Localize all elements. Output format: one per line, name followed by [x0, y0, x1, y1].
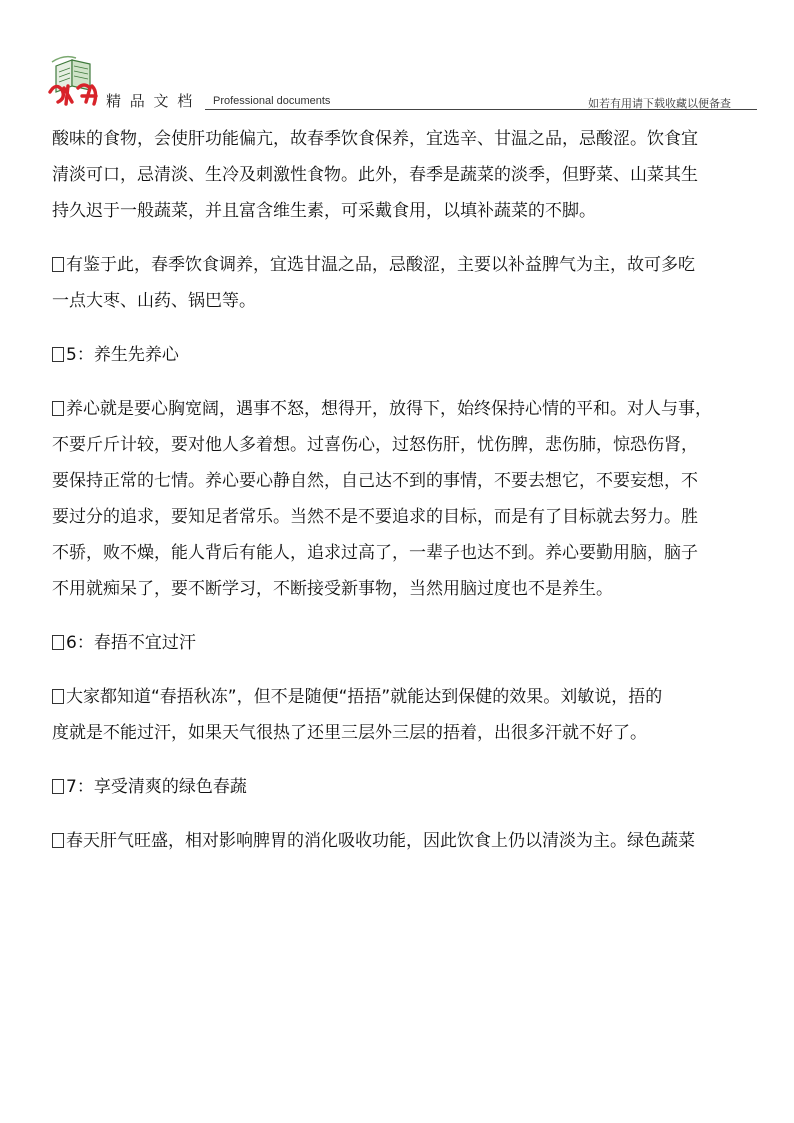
paragraph-gap	[52, 373, 768, 391]
text-line-content: 有鉴于此，春季饮食调养，宜选甘温之品，忌酸涩，主要以补益脾气为主，故可多吃	[66, 255, 695, 275]
text-line-content: 不骄，败不燥，能人背后有能人，追求过高了，一辈子也达不到。养心要勤用脑，脑子	[52, 543, 698, 563]
paragraph	[52, 121, 768, 229]
bullet-box-icon	[52, 257, 64, 272]
text-line-content: 一点大枣、山药、锅巴等。	[52, 291, 256, 311]
text-line	[52, 679, 768, 715]
text-line	[52, 769, 768, 805]
paragraph-gap	[52, 805, 768, 823]
text-line-content: 持久迟于一般蔬菜，并且富含维生素，可采戴食用，以填补蔬菜的不脚。	[52, 201, 596, 221]
text-line-content: 要过分的追求，要知足者常乐。当然不是不要追求的目标，而是有了目标就去努力。胜	[52, 507, 698, 527]
text-line-content: 养心就是要心胸宽阔，遇事不怒，想得开，放得下，始终保持心情的平和。对人与事，	[66, 399, 712, 419]
bullet-box-icon	[52, 779, 64, 794]
logo-book-icon	[46, 52, 102, 106]
bullet-box-icon	[52, 635, 64, 650]
header-title: 精 品 文 档	[106, 92, 195, 110]
paragraph-gap	[52, 229, 768, 247]
paragraph-gap	[52, 319, 768, 337]
text-line	[52, 715, 768, 751]
text-line-content: 6：春捂不宜过汗	[66, 633, 196, 653]
paragraph	[52, 391, 768, 607]
paragraph	[52, 625, 768, 661]
paragraph-gap	[52, 661, 768, 679]
header-download-note: 如若有用请下载收藏以便备查	[588, 97, 731, 110]
text-line-content: 7：享受清爽的绿色春蔬	[66, 777, 247, 797]
text-line	[52, 427, 768, 463]
text-line	[52, 121, 768, 157]
paragraph	[52, 823, 768, 859]
text-line-content: 不用就痴呆了，要不断学习，不断接受新事物，当然用脑过度也不是养生。	[52, 579, 613, 599]
text-line	[52, 337, 768, 373]
bullet-box-icon	[52, 347, 64, 362]
text-line	[52, 193, 768, 229]
header-subtitle: Professional documents	[213, 95, 331, 107]
text-line	[52, 157, 768, 193]
text-line-content: 清淡可口，忌清淡、生冷及刺激性食物。此外，春季是蔬菜的淡季，但野菜、山菜其生	[52, 165, 698, 185]
text-line-content: 度就是不能过汗，如果天气很热了还里三层外三层的捂着，出很多汗就不好了。	[52, 723, 647, 743]
text-line-content: 大家都知道“春捂秋冻”，但不是随便“捂捂”就能达到保健的效果。刘敏说，捂的	[66, 687, 663, 707]
header-divider	[205, 109, 757, 110]
text-line	[52, 625, 768, 661]
text-line	[52, 247, 768, 283]
text-line-content: 春天肝气旺盛，相对影响脾胃的消化吸收功能，因此饮食上仍以清淡为主。绿色蔬菜	[66, 831, 695, 851]
text-line-content: 不要斤斤计较，要对他人多着想。过喜伤心，过怒伤肝，忧伤脾，悲伤肺，惊恐伤肾，	[52, 435, 698, 455]
document-body	[52, 121, 768, 859]
text-line	[52, 283, 768, 319]
text-line-content: 5：养生先养心	[66, 345, 179, 365]
text-line	[52, 463, 768, 499]
paragraph-gap	[52, 607, 768, 625]
page-header	[0, 0, 794, 112]
paragraph	[52, 769, 768, 805]
text-line-content: 要保持正常的七情。养心要心静自然，自己达不到的事情，不要去想它，不要妄想，不	[52, 471, 698, 491]
paragraph	[52, 679, 768, 751]
paragraph	[52, 337, 768, 373]
text-line	[52, 571, 768, 607]
text-line	[52, 535, 768, 571]
text-line	[52, 823, 768, 859]
text-line-content: 酸味的食物，会使肝功能偏亢，故春季饮食保养，宜选辛、甘温之品，忌酸涩。饮食宜	[52, 129, 698, 149]
bullet-box-icon	[52, 689, 64, 704]
paragraph	[52, 247, 768, 319]
paragraph-gap	[52, 751, 768, 769]
bullet-box-icon	[52, 833, 64, 848]
bullet-box-icon	[52, 401, 64, 416]
text-line	[52, 499, 768, 535]
text-line	[52, 391, 768, 427]
